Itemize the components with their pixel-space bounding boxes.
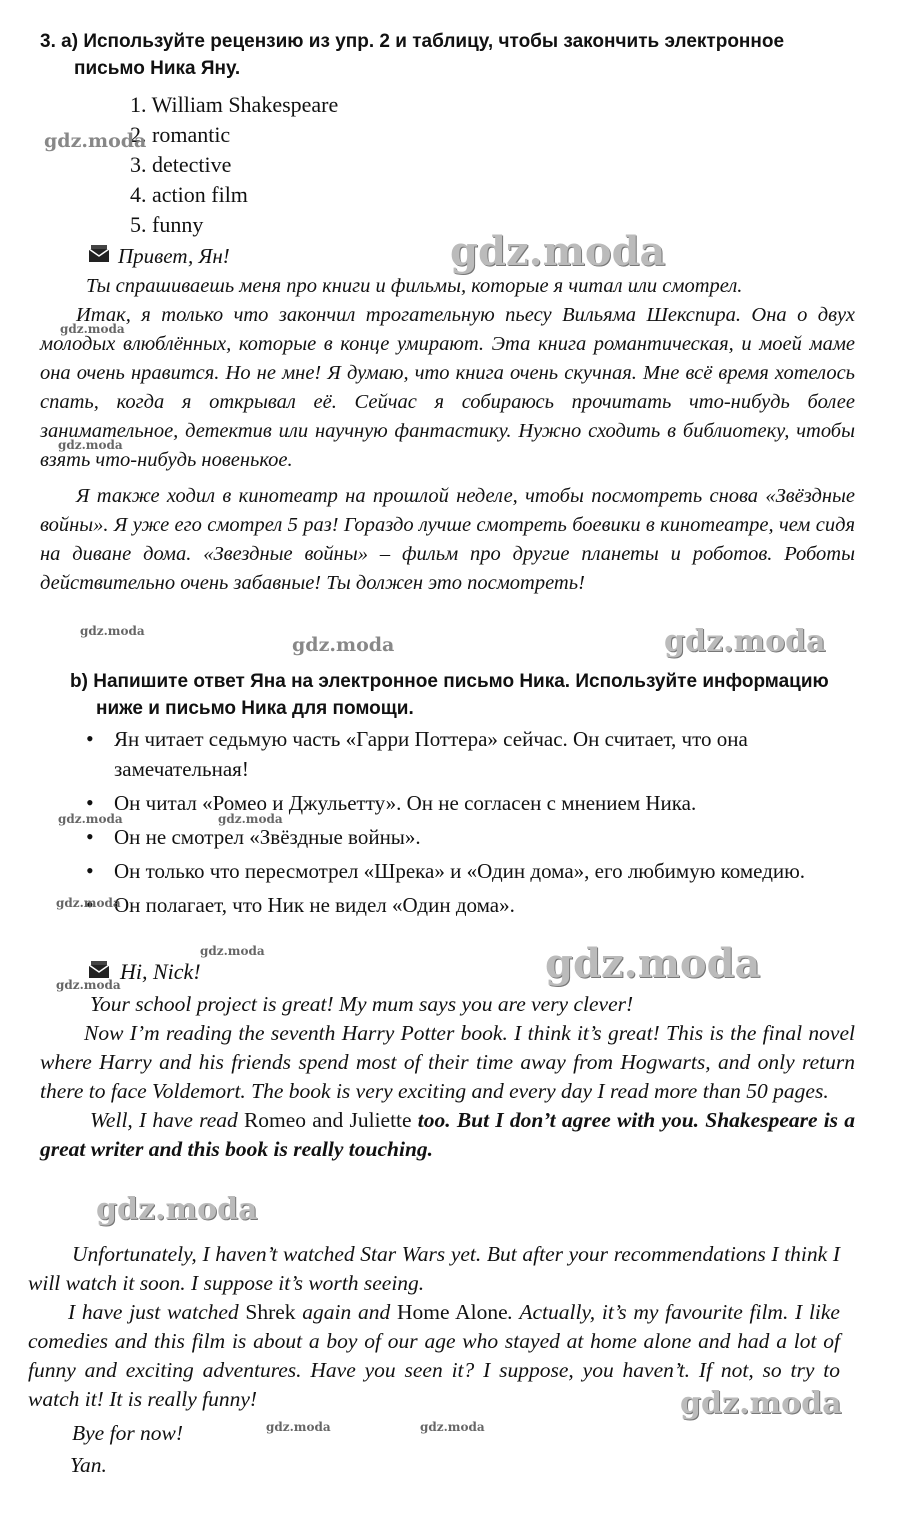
watermark: gdz.moda — [44, 130, 147, 152]
watermark: gdz.moda — [200, 944, 265, 958]
email-icon — [88, 960, 112, 980]
answer-list — [130, 90, 338, 240]
en-paragraph-1: Your school project is great! My mum says you are very clever! — [90, 992, 634, 1016]
watermark: gdz.moda — [450, 228, 666, 275]
ru-paragraph: Итак, я только что закончил трогательную пьесу Вильяма Шекспира. Она о двух молодых влюблённых, которые в конце умирают. Эта книга романтическая, и моей маме она очень нравится. Но не мне! Я думаю, что книга очень скучная. Мне всё время хотелось спать, когда я открывал её. Сейчас я собираюсь прочитать что-нибудь более занимательное, детектив или научную фантастику. Нужно сходить в библиотеку, чтобы взять что-нибудь новенькое. — [40, 304, 855, 471]
watermark: gdz.moda — [680, 1386, 842, 1421]
task-a-line2: письмо Ника Яну. — [74, 58, 241, 79]
task-letter-b: b) — [70, 671, 88, 692]
watermark: gdz.moda — [56, 896, 121, 910]
en-paragraph-5: I have just watched Shrek again and Home Alone. Actually, it’s my favourite film. I like comedies and this film is about a boy of our age who stayed at home alone and had a lot of funny and exciting adventures. Have you seen it? I suppose, you haven’t. If not, so try to watch it! It is really funny! — [28, 1300, 840, 1411]
task-a-heading — [40, 28, 860, 82]
answer-item: 5. funny — [130, 212, 204, 237]
answer-item: 4. action film — [130, 182, 248, 207]
watermark: gdz.moda — [58, 812, 123, 826]
watermark: gdz.moda — [58, 438, 123, 452]
en-signoff: Bye for now! — [72, 1421, 184, 1445]
ru-paragraph: Я также ходил в кинотеатр на прошлой неделе, чтобы посмотреть снова «Звёздные войны». Я уже его смотрел 5 раз! Гораздо лучше смотреть боевики в кинотеатре, чем сидя на диване дома. «Звездные войны» – фильм про другие планеты и роботов. Роботы действительно очень забавные! Ты должен это посмотреть! — [40, 485, 855, 594]
film-title-home-alone: Home Alone — [396, 1300, 508, 1324]
watermark: gdz.moda — [218, 812, 283, 826]
email-icon — [88, 244, 112, 264]
book-title-romeo: Romeo — [243, 1108, 307, 1132]
en-letter-part1 — [40, 990, 855, 1164]
info-bullet: • Он полагает, что Ник не видел «Один дома». — [80, 890, 855, 920]
en-paragraph-4: Unfortunately, I haven’t watched Star Wars yet. But after your recommendations I think I will watch it soon. I suppose it’s worth seeing. — [28, 1242, 840, 1295]
answer-item: 3. detective — [130, 152, 232, 177]
answer-item: 1. William Shakespeare — [130, 92, 339, 117]
info-bullet-list — [80, 724, 855, 924]
en-signature: Yan. — [70, 1453, 107, 1477]
ru-letter-body — [40, 272, 855, 598]
watermark: gdz.moda — [56, 978, 121, 992]
task-b-line2: ниже и письмо Ника для помощи. — [96, 698, 414, 719]
task-a-line1: Используйте рецензию из упр. 2 и таблицу, чтобы закончить электронное — [83, 31, 785, 52]
info-bullet: • Он только что пересмотрел «Шрека» и «Один дома», его любимую комедию. — [80, 856, 855, 886]
answer-item: 2. romantic — [130, 122, 231, 147]
watermark: gdz.moda — [545, 940, 761, 987]
info-bullet: • Он не смотрел «Звёздные войны». — [80, 822, 855, 852]
task-letter-a: a) — [61, 31, 79, 52]
film-title-shrek: Shrek — [245, 1300, 296, 1324]
watermark: gdz.moda — [96, 1192, 258, 1227]
task-b-heading — [70, 668, 860, 722]
info-bullet: • Ян читает седьмую часть «Гарри Поттера» сейчас. Он считает, что она замечательная! — [80, 724, 855, 784]
watermark: gdz.moda — [292, 634, 395, 656]
info-bullet: • Он читал «Ромео и Джульетту». Он не согласен с мнением Ника. — [80, 788, 855, 818]
ru-greeting: Привет, Ян! — [118, 244, 230, 268]
en-paragraph-3: Well, I have read Romeo and Juliette too. But I don’t agree with you. Shakespeare is a great writer and this book is really touching. — [40, 1108, 855, 1161]
task-b-line1: Напишите ответ Яна на электронное письмо Ника. Используйте информацию — [93, 671, 829, 692]
watermark: gdz.moda — [664, 624, 826, 659]
en-paragraph-2: Now I’m reading the seventh Harry Potter book. I think it’s great! This is the final novel where Harry and his friends spend most of their time away from Hogwarts, and only return there to face Voldemort. The book is very exciting and every day I read more than 50 pages. — [40, 1021, 855, 1103]
watermark: gdz.moda — [420, 1420, 485, 1434]
watermark: gdz.moda — [80, 624, 145, 638]
en-greeting: Hi, Nick! — [120, 959, 201, 984]
task-number: 3. — [40, 31, 56, 52]
ru-paragraph: Ты спрашиваешь меня про книги и фильмы, которые я читал или смотрел. — [86, 275, 743, 297]
watermark: gdz.moda — [266, 1420, 331, 1434]
watermark: gdz.moda — [60, 322, 125, 336]
